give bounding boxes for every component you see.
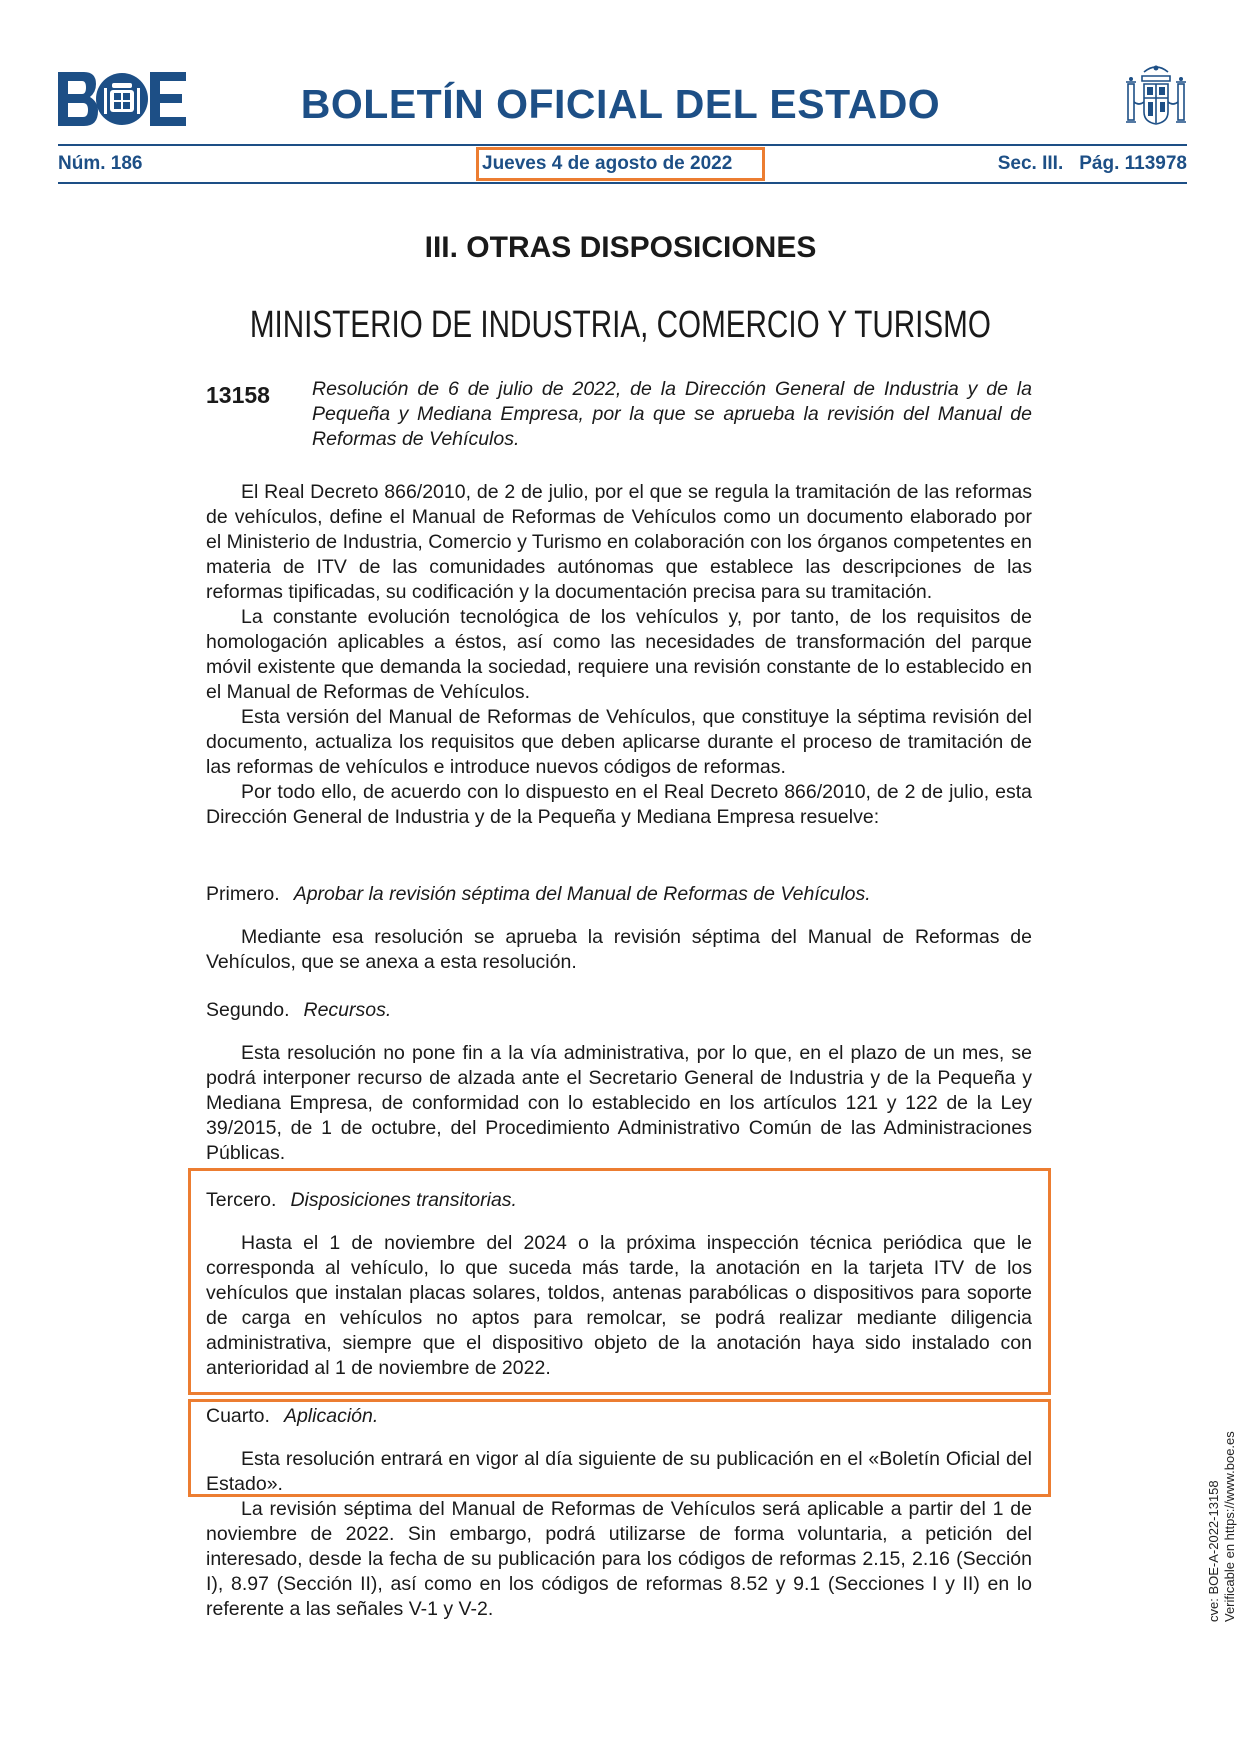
boe-logo	[58, 72, 186, 126]
issue-date: Jueves 4 de agosto de 2022	[482, 153, 733, 174]
article-label: Tercero.	[206, 1189, 277, 1211]
section-label: Sec. III.	[997, 153, 1064, 174]
coat-of-arms-icon	[1124, 62, 1188, 134]
disposition-summary: Resolución de 6 de julio de 2022, de la Dirección General de Industria y de la Pequeña y Mediana Empresa, por la que se aprueba la revisión del Manual de Reformas de Vehículos.	[312, 378, 1032, 450]
preamble-paragraph: Por todo ello, de acuerdo con lo dispuesto en el Real Decreto 866/2010, de 2 de julio, esta Dirección General de Industria y de la Pequeña y Mediana Empresa resuelve:	[206, 781, 1032, 828]
issue-number: Núm. 186	[58, 153, 143, 174]
article-title: Disposiciones transitorias.	[290, 1189, 517, 1211]
verification-url: Verificable en https://www.boe.es	[1222, 1431, 1237, 1622]
header-bottom-rule	[58, 182, 1187, 184]
article-title: Recursos.	[303, 999, 392, 1021]
ministry-title: MINISTERIO DE INDUSTRIA, COMERCIO Y TURISMO	[249, 304, 991, 346]
article-paragraph: Mediante esa resolución se aprueba la revisión séptima del Manual de Reformas de Vehículos, que se anexa a esta resolución.	[206, 926, 1032, 973]
article-label: Primero.	[206, 883, 280, 905]
tercero-highlight-box	[188, 1168, 1051, 1395]
article-body-segundo	[206, 1041, 1032, 1166]
article-label: Cuarto.	[206, 1405, 270, 1427]
preamble-paragraph: La constante evolución tecnológica de los vehículos y, por tanto, de los requisitos de homologación aplicables a éstos, así como las necesidades de transformación del parque móvil existente que demanda la sociedad, requiere una revisión constante de lo establecido en el Manual de Reformas de Vehículos.	[206, 606, 1032, 703]
preamble-paragraph: Esta versión del Manual de Reformas de Vehículos, que constituye la séptima revisión del documento, actualiza los requisitos que deben aplicarse durante el proceso de tramitación de las reformas de vehículos e introduce nuevos códigos de reformas.	[206, 706, 1032, 778]
article-heading-segundo	[206, 998, 391, 1023]
cuarto-highlight-box	[188, 1399, 1051, 1497]
article-title: Aprobar la revisión séptima del Manual de Reformas de Vehículos.	[293, 883, 871, 905]
article-paragraph: Hasta el 1 de noviembre del 2024 o la próxima inspección técnica periódica que le corresponda al vehículo, lo que suceda más tarde, la anotación en la tarjeta ITV de los vehículos que instalan placas solares, toldos, antenas parabólicas o dispositivos para soporte de carga en vehículos no aptos para remolcar, se podrá realizar mediante diligencia administrativa, siempre que el dispositivo objeto de la anotación haya sido instalado con anterioridad al 1 de noviembre de 2022.	[206, 1232, 1032, 1379]
article-paragraph: Esta resolución entrará en vigor al día siguiente de su publicación en el «Boletín Oficial del Estado».	[206, 1448, 1032, 1495]
article-label: Segundo.	[206, 999, 290, 1021]
section-page-info	[998, 151, 1187, 177]
page-number: Pág. 113978	[1079, 153, 1187, 174]
article-paragraph: La revisión séptima del Manual de Reformas de Vehículos será aplicable a partir del 1 de noviembre de 2022. Sin embargo, podrá utilizarse de forma voluntaria, a petición del interesado, desde la fecha de su publicación para los códigos de reformas 2.15, 2.16 (Sección I), 8.97 (Sección II), así como en los códigos de reformas 8.52 y 9.1 (Secciones I y II) en lo referente a las señales V-1 y V-2.	[206, 1498, 1032, 1620]
disposition-number: 13158	[206, 382, 270, 408]
verification-note	[1206, 1431, 1238, 1622]
preamble-paragraph: El Real Decreto 866/2010, de 2 de julio, por el que se regula la tramitación de las reformas de vehículos, define el Manual de Reformas de Vehículos como un documento elaborado por el Ministerio de Industria, Comercio y Turismo en colaboración con los órganos competentes en materia de ITV de las comunidades autónomas que establece las descripciones de las reformas tipificadas, su codificación y la documentación precisa para su tramitación.	[206, 481, 1032, 603]
article-paragraph: Esta resolución no pone fin a la vía administrativa, por lo que, en el plazo de un mes, se podrá interponer recurso de alzada ante el Secretario General de Industria y de la Pequeña y Mediana Empresa, de conformidad con lo establecido en los artículos 121 y 122 de la Ley 39/2015, de 1 de octubre, del Procedimiento Administrativo Común de las Administraciones Públicas.	[206, 1042, 1032, 1164]
date-highlight-box	[476, 147, 765, 181]
preamble	[206, 480, 1032, 830]
masthead-title: BOLETÍN OFICIAL DEL ESTADO	[300, 81, 941, 127]
header-top-rule	[58, 144, 1187, 146]
cve-code: cve: BOE-A-2022-13158	[1206, 1480, 1221, 1622]
article-body-primero	[206, 925, 1032, 975]
article-heading-primero	[206, 882, 871, 907]
section-title: III. OTRAS DISPOSICIONES	[424, 231, 817, 264]
article-title: Aplicación.	[283, 1405, 379, 1427]
